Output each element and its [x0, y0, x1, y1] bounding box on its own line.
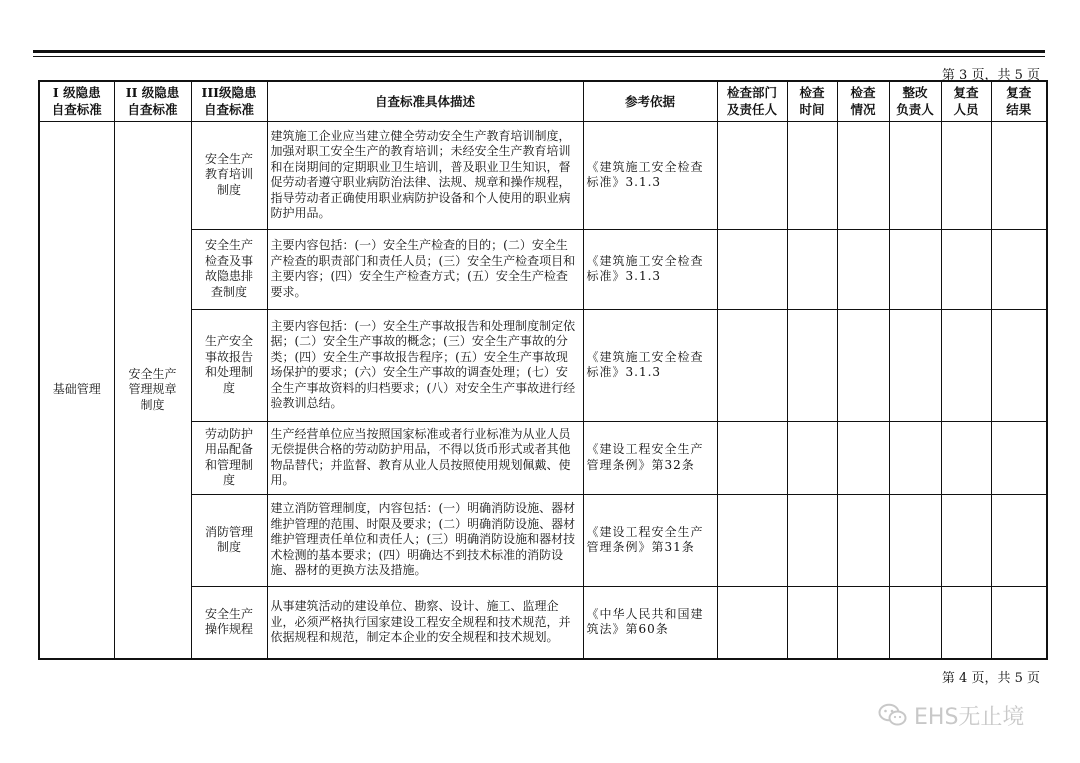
desc-cell: 建筑施工企业应当建立健全劳动安全生产教育培训制度，加强对职工安全生产的教育培训；未经安全生产教育培训和在岗期间的定期职业卫生培训，普及职业卫生知识，督促劳动者遵守职业病防治法律、法规、规章和操作规程，指导劳动者正确使用职业病防护设备和个人使用的职业病防护用品。	[267, 121, 583, 229]
watermark	[878, 700, 1024, 730]
header-rule-thin	[33, 56, 1045, 57]
result-cell[interactable]	[991, 421, 1047, 494]
col-level3-header: III级隐患 自查标准	[191, 81, 267, 121]
result-cell[interactable]	[991, 309, 1047, 421]
rectify-cell[interactable]	[889, 494, 941, 586]
result-cell[interactable]	[991, 586, 1047, 659]
desc-cell: 主要内容包括：(一）安全生产检查的目的；(二）安全生产检查的职责部门和责任人员；(三）安全生产检查项目和主要内容；(四）安全生产检查方式；(五）安全生产检查要求。	[267, 229, 583, 309]
level3-cell: 劳动防护 用品配备 和管理制 度	[191, 421, 267, 494]
header-rule-thick	[33, 50, 1045, 53]
rectify-cell[interactable]	[889, 586, 941, 659]
level2-cell: 安全生产 管理规章 制度	[114, 121, 191, 659]
col-level1-header: I 级隐患 自查标准	[39, 81, 114, 121]
dept-cell[interactable]	[717, 586, 787, 659]
page-number-bottom: 第 4 页，共 5 页	[941, 671, 1040, 686]
rectify-cell[interactable]	[889, 121, 941, 229]
reviewer-cell[interactable]	[941, 309, 991, 421]
table-row	[39, 309, 1047, 421]
desc-cell: 建立消防管理制度，内容包括：(一）明确消防设施、器材维护管理的范围、时限及要求；(二）明确消防设施、器材维护管理责任单位和责任人；(三）明确消防设施和器材技术检测的基本要求；(四）明确达不到技术标准的消防设施、器材的更换方法及措施。	[267, 494, 583, 586]
desc-cell: 从事建筑活动的建设单位、勘察、设计、施工、监理企业，必须严格执行国家建设工程安全规程和技术规范，并依据规程和规范，制定本企业的安全规程和技术规划。	[267, 586, 583, 659]
reviewer-cell[interactable]	[941, 586, 991, 659]
time-cell[interactable]	[787, 494, 837, 586]
reviewer-cell[interactable]	[941, 494, 991, 586]
dept-cell[interactable]	[717, 494, 787, 586]
time-cell[interactable]	[787, 421, 837, 494]
col-rectify-header: 整改 负责人	[889, 81, 941, 121]
watermark-text: EHS无止境	[914, 704, 1025, 730]
level3-cell: 安全生产 操作规程	[191, 586, 267, 659]
result-cell[interactable]	[991, 494, 1047, 586]
hazard-checklist-table	[38, 80, 1048, 660]
status-cell[interactable]	[837, 121, 889, 229]
status-cell[interactable]	[837, 586, 889, 659]
desc-cell: 主要内容包括：(一）安全生产事故报告和处理制度制定依据；(二）安全生产事故的概念；(三）安全生产事故的分类；(四）安全生产事故报告程序；(五）安全生产事故现场保护的要求；(六）安全生产事故的调查处理；(七）安全生产事故资料的归档要求；(八）对安全生产事故进行经验教训总结。	[267, 309, 583, 421]
status-cell[interactable]	[837, 309, 889, 421]
col-time-header: 检查 时间	[787, 81, 837, 121]
dept-cell[interactable]	[717, 121, 787, 229]
rectify-cell[interactable]	[889, 421, 941, 494]
table-row	[39, 421, 1047, 494]
rectify-cell[interactable]	[889, 229, 941, 309]
level1-cell: 基础管理	[39, 121, 114, 659]
ref-cell: 《建设工程安全生产管理条例》第32条	[583, 421, 717, 494]
time-cell[interactable]	[787, 309, 837, 421]
rectify-cell[interactable]	[889, 309, 941, 421]
col-level2-header: II 级隐患 自查标准	[114, 81, 191, 121]
col-desc-header: 自查标准具体描述	[267, 81, 583, 121]
col-status-header: 检查 情况	[837, 81, 889, 121]
desc-cell: 生产经营单位应当按照国家标准或者行业标准为从业人员无偿提供合格的劳动防护用品，不得以货币形式或者其他物品替代；并监督、教育从业人员按照使用规划佩戴、使用。	[267, 421, 583, 494]
time-cell[interactable]	[787, 121, 837, 229]
wechat-icon	[878, 703, 908, 727]
col-result-header: 复查 结果	[991, 81, 1047, 121]
reviewer-cell[interactable]	[941, 229, 991, 309]
status-cell[interactable]	[837, 229, 889, 309]
time-cell[interactable]	[787, 229, 837, 309]
table-row	[39, 586, 1047, 659]
result-cell[interactable]	[991, 121, 1047, 229]
level3-cell: 消防管理 制度	[191, 494, 267, 586]
table-row	[39, 229, 1047, 309]
status-cell[interactable]	[837, 494, 889, 586]
ref-cell: 《建筑施工安全检查标准》3.1.3	[583, 121, 717, 229]
result-cell[interactable]	[991, 229, 1047, 309]
time-cell[interactable]	[787, 586, 837, 659]
ref-cell: 《建设工程安全生产管理条例》第31条	[583, 494, 717, 586]
ref-cell: 《中华人民共和国建筑法》第60条	[583, 586, 717, 659]
reviewer-cell[interactable]	[941, 421, 991, 494]
table-row	[39, 121, 1047, 229]
level3-cell: 生产安全 事故报告 和处理制 度	[191, 309, 267, 421]
col-ref-header: 参考依据	[583, 81, 717, 121]
dept-cell[interactable]	[717, 309, 787, 421]
col-dept-header: 检查部门 及责任人	[717, 81, 787, 121]
col-reviewer-header: 复查 人员	[941, 81, 991, 121]
table-row	[39, 494, 1047, 586]
reviewer-cell[interactable]	[941, 121, 991, 229]
dept-cell[interactable]	[717, 421, 787, 494]
dept-cell[interactable]	[717, 229, 787, 309]
ref-cell: 《建筑施工安全检查标准》3.1.3	[583, 229, 717, 309]
level3-cell: 安全生产 检查及事 故隐患排 查制度	[191, 229, 267, 309]
status-cell[interactable]	[837, 421, 889, 494]
ref-cell: 《建筑施工安全检查标准》3.1.3	[583, 309, 717, 421]
level3-cell: 安全生产 教育培训 制度	[191, 121, 267, 229]
page-number-top: 第 3 页，共 5 页	[941, 68, 1040, 83]
header-row	[39, 81, 1047, 121]
